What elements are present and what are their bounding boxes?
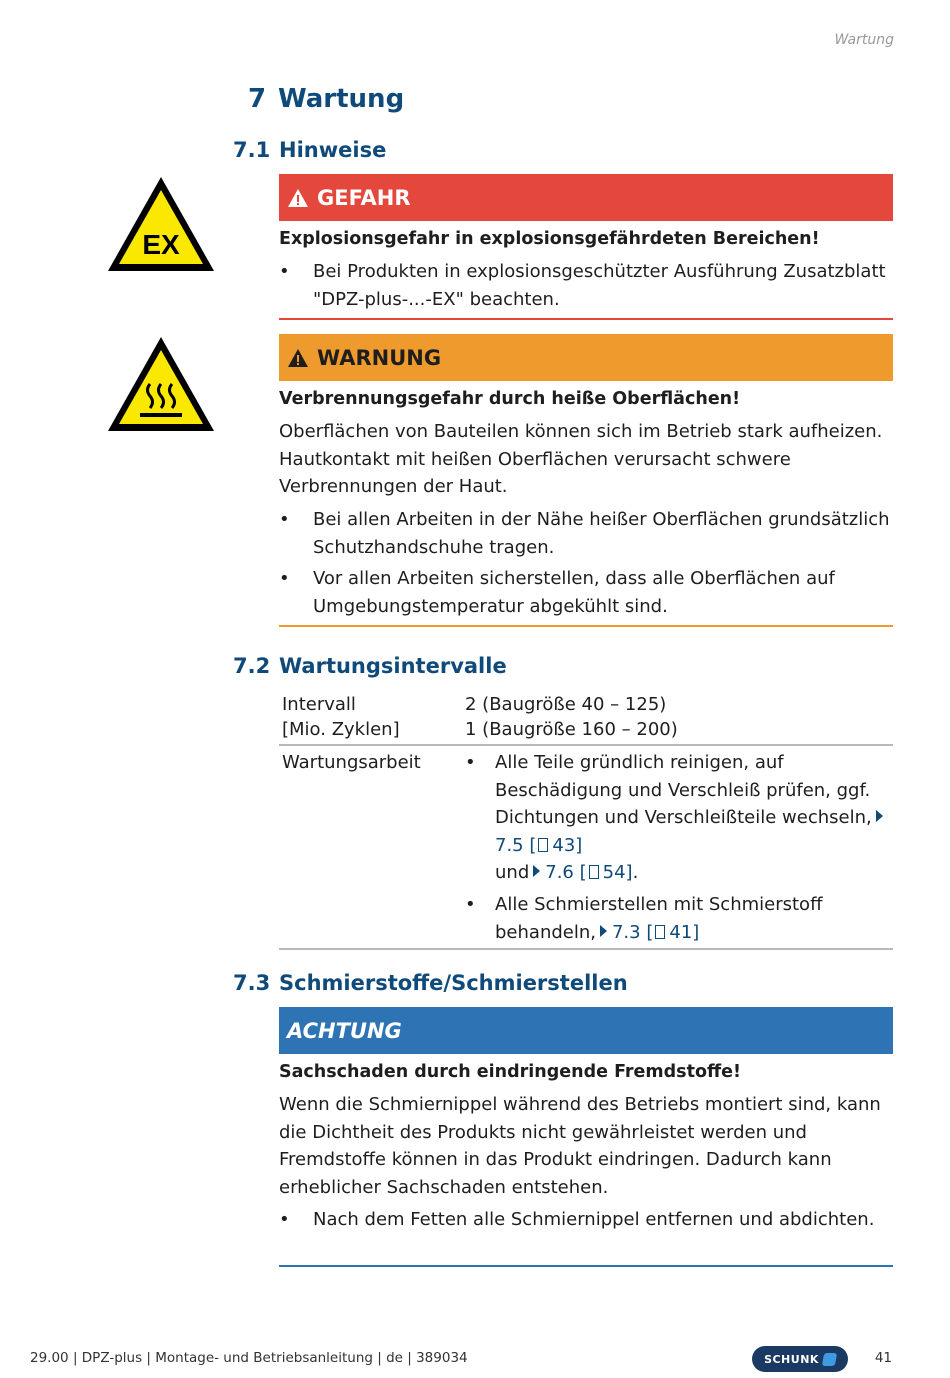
link-page: 54 [602, 862, 626, 883]
table-row-divider [279, 744, 893, 746]
hot-surface-warning-sign-icon [106, 334, 216, 434]
bullet-icon: • [465, 894, 476, 915]
page-icon [655, 925, 665, 939]
logo-text: SCHUNK [764, 1352, 819, 1366]
list-item-text: Alle Schmierstellen mit Schmierstoff behandeln, [495, 894, 823, 943]
table-cell-text: 1 (Baugröße 160 – 200) [465, 719, 678, 740]
bullet-icon: • [465, 752, 476, 773]
table-label-interval [282, 692, 400, 742]
list-item-text: Nach dem Fetten alle Schmiernippel entfernen und abdichten. [313, 1209, 875, 1230]
link-label: 7.5 [495, 834, 524, 856]
notice-end-rule [279, 1265, 893, 1267]
list-item-text: Vor allen Arbeiten sicherstellen, dass alle Oberflächen auf Umgebungstemperatur abgekühlt sind. [313, 568, 835, 617]
link-label: 7.3 [611, 921, 641, 943]
section-number: 7.2 [233, 654, 271, 678]
warning-signal-word: WARNUNG [317, 345, 442, 370]
page-icon [538, 838, 548, 852]
schunk-logo [752, 1346, 848, 1372]
section-heading-hinweise [233, 138, 387, 162]
cross-reference-link[interactable]: 7.5 [ 43] [495, 807, 888, 856]
danger-banner [279, 174, 893, 221]
table-cell-text: Intervall [282, 694, 356, 715]
section-number: 7.3 [233, 971, 271, 995]
logo-mark-icon [822, 1353, 837, 1366]
cross-reference-link[interactable]: 7.3 [ 41] [596, 922, 699, 943]
table-cell-text: 2 (Baugröße 40 – 125) [465, 694, 667, 715]
link-page: 43 [552, 834, 576, 856]
danger-end-rule [279, 318, 893, 320]
ex-sign-label: EX [142, 229, 180, 260]
list-item [279, 258, 899, 313]
list-item-text: Bei allen Arbeiten in der Nähe heißer Oberflächen grundsätzlich Schutzhandschuhe tragen. [313, 509, 890, 558]
bullet-icon: • [279, 509, 290, 530]
warning-paragraph: Oberflächen von Bauteilen können sich im Betrieb stark aufheizen. Hautkontakt mit heißen Oberflächen verursacht schwere Verbrennungen der Haut. [279, 421, 883, 497]
arrow-right-icon [600, 925, 607, 937]
list-item-text: und [495, 862, 530, 883]
list-item: • Alle Teile gründlich reinigen, auf Beschädigung und Verschleiß prüfen, ggf. Dichtungen und Verschleißteile wechseln,7.5 [ 43] und 7.6 [ 54]. [465, 749, 895, 887]
table-value-interval [465, 692, 678, 742]
page-icon [589, 865, 599, 879]
chapter-title: Wartung [278, 84, 405, 114]
chapter-number: 7 [248, 84, 267, 114]
bullet-icon: • [279, 261, 290, 282]
table-cell-text: [Mio. Zyklen] [282, 719, 400, 740]
danger-signal-word: GEFAHR [317, 185, 411, 210]
warning-triangle-icon [287, 348, 309, 368]
notice-paragraph: Wenn die Schmiernippel während des Betriebs montiert sind, kann die Dichtheit des Produkts nicht gewährleistet werden und Fremdstoffe können in das Produkt eindringen. Dadurch kann erheblicher Sachschaden entstehen. [279, 1094, 881, 1198]
page-number: 41 [874, 1350, 892, 1366]
list-item [279, 565, 899, 620]
arrow-right-icon [533, 865, 540, 877]
cross-reference-link[interactable]: 7.6 [ 54] [529, 862, 632, 883]
warning-headline: Verbrennungsgefahr durch heiße Oberflächen! [279, 389, 741, 409]
table-label-maintenance-work: Wartungsarbeit [282, 752, 421, 773]
link-label: 7.6 [545, 862, 574, 883]
ex-warning-sign-icon [106, 174, 216, 274]
danger-headline: Explosionsgefahr in explosionsgefährdeten Bereichen! [279, 229, 820, 249]
section-heading-schmierstoffe [233, 971, 628, 995]
section-title: Hinweise [279, 138, 387, 162]
list-item-text: Bei Produkten in explosionsgeschützter Ausführung Zusatzblatt "DPZ-plus-...-EX" beachten. [313, 261, 886, 310]
list-item [465, 891, 895, 946]
table-end-rule [279, 948, 893, 950]
notice-signal-word: ACHTUNG [287, 1018, 402, 1043]
warning-triangle-icon [287, 188, 309, 208]
chapter-heading [248, 84, 404, 114]
list-item [279, 506, 899, 561]
notice-headline: Sachschaden durch eindringende Fremdstoffe! [279, 1062, 741, 1082]
list-item [279, 1206, 899, 1234]
arrow-right-icon [876, 810, 883, 822]
section-heading-wartungsintervalle [233, 654, 507, 678]
list-item-text: Alle Teile gründlich reinigen, auf Beschädigung und Verschleiß prüfen, ggf. Dichtungen und Verschleißteile wechseln, [495, 752, 872, 828]
bullet-icon: • [279, 1209, 290, 1230]
notice-banner [279, 1007, 893, 1054]
section-number: 7.1 [233, 138, 271, 162]
footer-document-info: 29.00 | DPZ-plus | Montage- und Betriebsanleitung | de | 389034 [30, 1350, 468, 1366]
section-title: Schmierstoffe/Schmierstellen [279, 971, 628, 995]
section-title: Wartungsintervalle [279, 654, 507, 678]
warning-end-rule [279, 625, 893, 627]
warning-banner [279, 334, 893, 381]
link-page: 41 [669, 921, 693, 943]
running-header: Wartung [834, 32, 894, 48]
bullet-icon: • [279, 568, 290, 589]
